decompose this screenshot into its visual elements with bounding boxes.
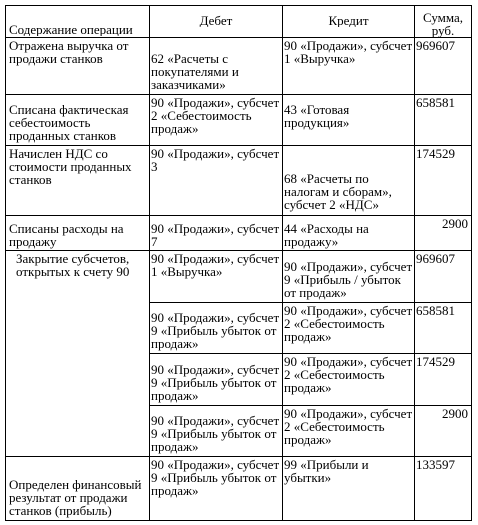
row-operation: Отражена выручка от продажи станков <box>9 39 129 66</box>
grid-line <box>149 302 471 303</box>
row-operation: Закрытие субсчетов, открытых к счету 90 <box>16 252 130 279</box>
row-amount: 174529 <box>416 147 455 160</box>
row-amount: 133597 <box>416 458 455 471</box>
grid-line <box>6 215 471 216</box>
grid-line <box>149 353 471 354</box>
row-debit: 90 «Продажи», субсчет 9 «Прибыль убыток от продаж» <box>151 458 280 498</box>
row-amount: 658581 <box>416 96 455 109</box>
header-amount: Сумма, руб. <box>422 11 464 37</box>
row-debit: 90 «Продажи», субсчет 9 «Прибыль убыток от продаж» <box>151 414 280 454</box>
header-operation: Содержание операции <box>9 23 133 36</box>
row-credit: 68 «Расчеты по налогам и сборам», субсчет 2 «НДС» <box>284 172 392 212</box>
row-credit: 90 «Продажи», субсчет 2 «Себестоимость продаж» <box>284 355 413 395</box>
row-operation: Списаны расходы на продажу <box>9 222 124 249</box>
row-credit: 90 «Продажи», субсчет 9 «Прибыль / убыток от продаж» <box>284 260 413 300</box>
row-amount: 969607 <box>416 39 455 52</box>
header-credit: Кредит <box>328 14 369 27</box>
row-debit: 90 «Продажи», субсчет 9 «Прибыль убыток от продаж» <box>151 363 280 403</box>
row-operation: Списана фактическая себестоимость проданных станков <box>9 103 129 143</box>
row-operation: Начислен НДС со стоимости проданных станков <box>9 147 132 187</box>
header-debit: Дебет <box>199 14 233 27</box>
grid-line <box>6 456 471 457</box>
row-debit: 90 «Продажи», субсчет 7 <box>151 222 280 249</box>
row-credit: 44 «Расходы на продажу» <box>284 222 369 249</box>
row-debit: 90 «Продажи», субсчет 9 «Прибыль убыток от продаж» <box>151 311 280 351</box>
grid-line <box>414 6 415 520</box>
grid-line <box>282 6 283 520</box>
grid-line <box>6 94 471 95</box>
grid-line <box>6 250 471 251</box>
row-credit: 99 «Прибыли и убытки» <box>284 458 369 485</box>
row-amount: 969607 <box>416 252 455 265</box>
row-amount: 2900 <box>442 407 468 420</box>
row-debit: 90 «Продажи», субсчет 3 <box>151 147 280 174</box>
row-amount: 2900 <box>442 217 468 230</box>
row-debit: 90 «Продажи», субсчет 2 «Себестоимость продаж» <box>151 96 280 136</box>
grid-line <box>6 145 471 146</box>
row-credit: 90 «Продажи», субсчет 1 «Выручка» <box>284 39 413 66</box>
grid-line <box>149 6 150 520</box>
accounting-entries-table <box>5 5 472 521</box>
grid-line <box>149 405 471 406</box>
grid-line <box>6 37 471 38</box>
row-debit: 90 «Продажи», субсчет 1 «Выручка» <box>151 252 280 279</box>
row-amount: 658581 <box>416 304 455 317</box>
row-credit: 90 «Продажи», субсчет 2 «Себестоимость продаж» <box>284 304 413 344</box>
row-credit: 43 «Готовая продукция» <box>284 103 350 130</box>
row-amount: 174529 <box>416 355 455 368</box>
row-credit: 90 «Продажи», субсчет 2 «Себестоимость продаж» <box>284 407 413 447</box>
row-debit: 62 «Расчеты с покупателями и заказчиками» <box>151 52 239 92</box>
row-operation: Определен финансовый результат от продажи станков (прибыль) <box>9 478 142 518</box>
